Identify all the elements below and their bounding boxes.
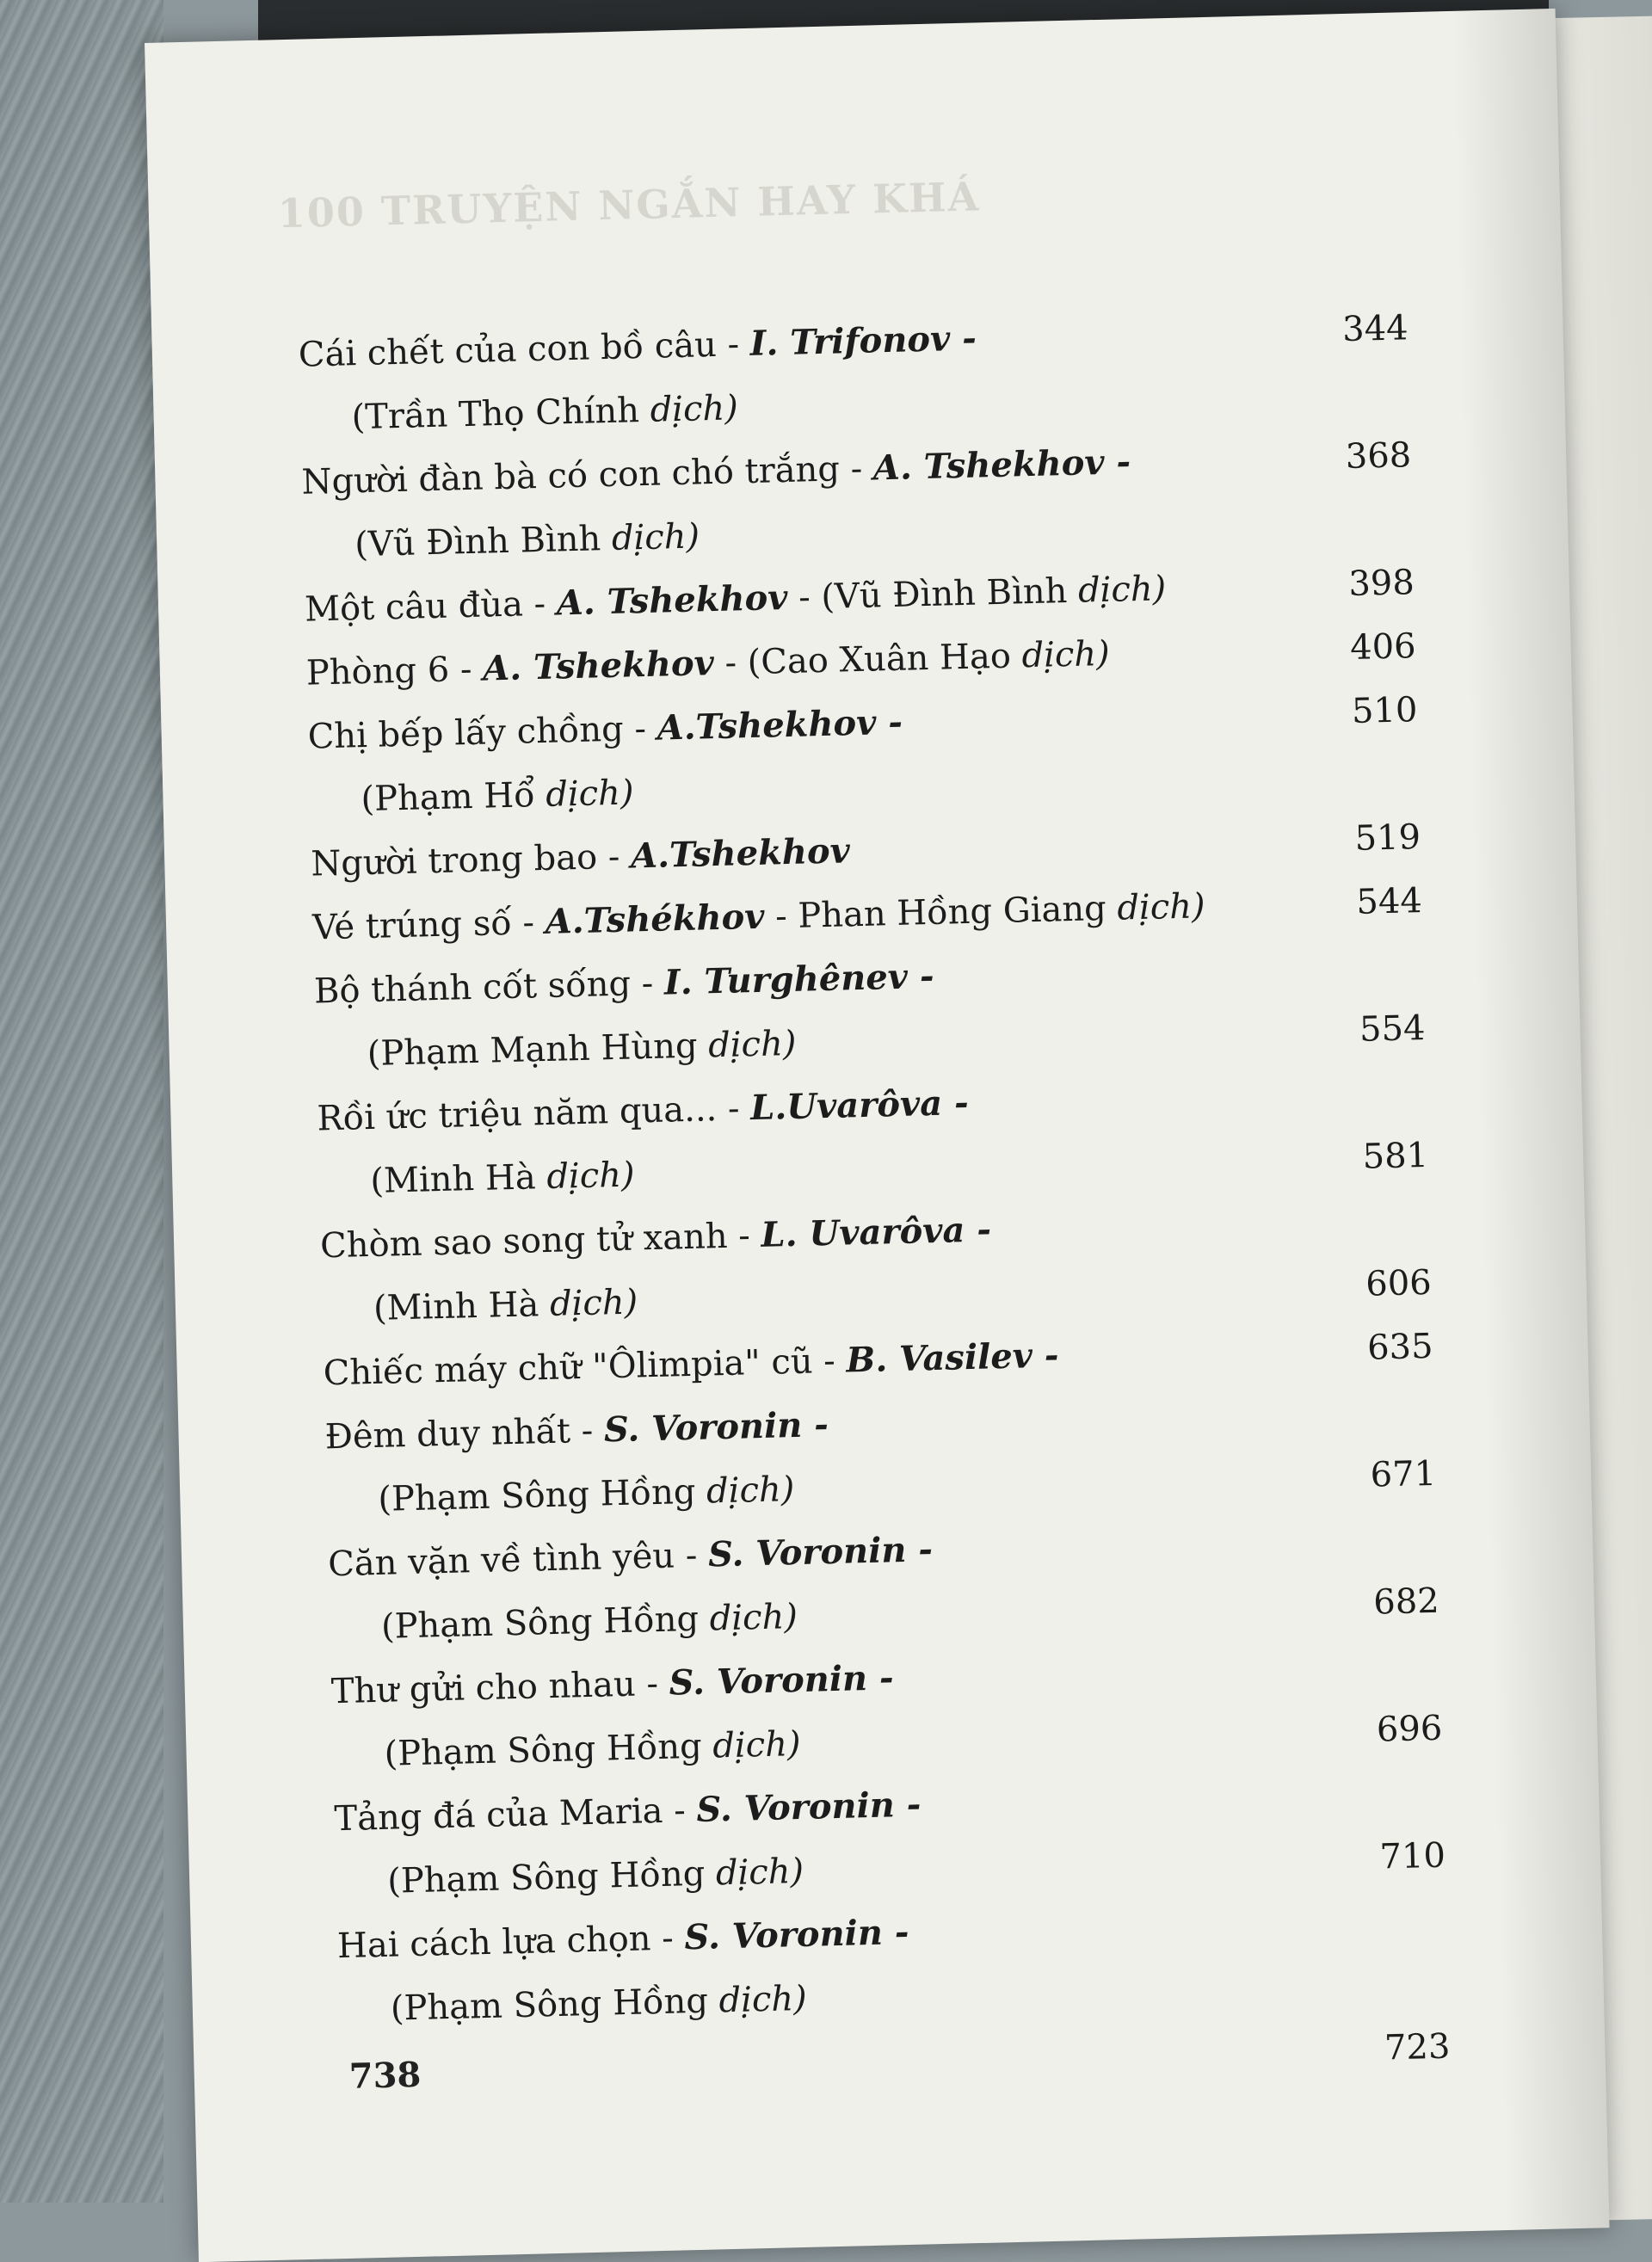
entry-author: I. Trifonov - xyxy=(749,317,977,364)
entry-translation-note: dịch) xyxy=(650,388,739,430)
entry-translator: (Vũ Đình Bình xyxy=(354,518,613,565)
entry-translation-note: dịch) xyxy=(1021,633,1111,676)
entry-page-number: 368 xyxy=(1345,435,1412,478)
entry-author: A.Tshekhov - xyxy=(656,701,903,749)
entry-translator: - Phan Hồng Giang xyxy=(763,888,1118,937)
entry-author: A. Tshekhov xyxy=(556,576,789,624)
entry-translation-note: dịch) xyxy=(718,1978,808,2021)
entry-page-number: 606 xyxy=(1365,1262,1433,1304)
entry-translator: (Phạm Sông Hồng xyxy=(384,1726,713,1774)
entry-translation-note: dịch) xyxy=(709,1597,798,1639)
entry-title: Thư gửi cho nhau - xyxy=(330,1663,670,1712)
entry-title: Người đàn bà có con chó trắng - xyxy=(300,448,874,502)
entry-translator: (Phạm Sông Hồng xyxy=(390,1981,720,2029)
entry-author: B. Vasilev - xyxy=(845,1334,1060,1381)
entry-author: S. Voronin - xyxy=(707,1529,934,1575)
entry-author: A. Tshekhov - xyxy=(872,441,1131,489)
toc-entry xyxy=(336,1888,1451,2105)
entry-translator: (Phạm Sông Hồng xyxy=(386,1853,717,1901)
entry-translation-note: dịch) xyxy=(545,773,635,815)
entry-translator: (Phạm Mạnh Hùng xyxy=(367,1026,709,1075)
entry-author: S. Voronin - xyxy=(695,1784,922,1830)
entry-author: A. Tshekhov xyxy=(482,643,715,689)
entry-page-number: 554 xyxy=(1359,1008,1426,1050)
entry-page-number: 344 xyxy=(1341,308,1409,350)
entry-title: Tảng đá của Maria - xyxy=(333,1790,697,1840)
entry-page-number: 710 xyxy=(1379,1835,1446,1877)
entry-title: Một câu đùa - xyxy=(304,583,558,630)
entry-title: Người trong bao - xyxy=(310,836,632,884)
background-fabric xyxy=(0,0,163,2203)
entry-page-number: 671 xyxy=(1370,1453,1437,1495)
entry-author: S. Voronin - xyxy=(603,1404,829,1451)
entry-page-number: 723 xyxy=(1384,2026,1451,2068)
entry-translator: (Phạm Sông Hồng xyxy=(380,1599,711,1647)
entry-translator: (Trần Thọ Chính xyxy=(351,390,651,438)
entry-author: A.Tshekhov xyxy=(630,830,851,877)
entry-page-number: 682 xyxy=(1372,1581,1440,1623)
entry-translator: (Minh Hà xyxy=(373,1284,551,1328)
entry-translator: (Phạm Sông Hồng xyxy=(377,1471,707,1519)
entry-title: Cái chết của con bồ câu - xyxy=(298,324,751,375)
entry-title: Chòm sao song tử xanh - xyxy=(319,1215,762,1267)
entry-author: L.Uvarôva - xyxy=(749,1082,970,1129)
entry-title: Đêm duy nhất - xyxy=(324,1410,605,1458)
entry-title: Chiếc máy chữ "Ôlimpia" cũ - xyxy=(323,1341,848,1394)
book-page xyxy=(145,9,1610,2262)
entry-translator: - (Cao Xuân Hạo xyxy=(713,636,1023,684)
entry-page-number: 696 xyxy=(1376,1708,1443,1750)
entry-translation-note: dịch) xyxy=(546,1155,636,1197)
entry-translation-note: dịch) xyxy=(1116,886,1206,928)
entry-translation-note: dịch) xyxy=(1077,569,1167,611)
entry-title: Bộ thánh cốt sống - xyxy=(313,963,665,1012)
entry-page-number: 519 xyxy=(1354,817,1421,859)
entry-translation-note: dịch) xyxy=(611,516,700,558)
entry-title: Rồi ức triệu năm qua... - xyxy=(317,1088,751,1139)
entry-title: Chị bếp lấy chồng - xyxy=(307,708,658,757)
table-of-contents xyxy=(298,296,1451,2105)
entry-title: Căn vặn về tình yêu - xyxy=(327,1535,709,1585)
entry-page-number: 581 xyxy=(1362,1135,1429,1177)
entry-translator: (Phạm Hổ xyxy=(360,774,546,820)
entry-author: I. Turghênev - xyxy=(663,955,935,1003)
entry-translation-note: dịch) xyxy=(706,1470,795,1512)
entry-author: S. Voronin - xyxy=(669,1657,895,1704)
entry-page-number: 406 xyxy=(1349,626,1417,668)
entry-page-number: 635 xyxy=(1366,1326,1434,1368)
entry-page-number: 544 xyxy=(1355,881,1423,922)
entry-translation-note: dịch) xyxy=(707,1023,797,1066)
entry-translator: - (Vũ Đình Bình xyxy=(786,570,1079,618)
entry-translation-note: dịch) xyxy=(715,1851,804,1894)
entry-author: L. Uvarôva - xyxy=(760,1209,992,1255)
entry-title: Vé trúng số - xyxy=(311,902,546,948)
entry-author: A.Tshékhov xyxy=(545,896,766,942)
entry-translation-note: dịch) xyxy=(549,1282,638,1324)
entry-translator: (Minh Hà xyxy=(369,1156,547,1201)
page-number: 738 xyxy=(348,2054,422,2097)
entry-author: S. Voronin - xyxy=(683,1911,909,1958)
entry-page-number: 510 xyxy=(1351,690,1418,731)
entry-translation-note: dịch) xyxy=(712,1723,802,1766)
entry-title: Hai cách lựa chọn - xyxy=(336,1918,685,1967)
entry-title: Phòng 6 - xyxy=(305,649,484,693)
entry-page-number: 398 xyxy=(1347,563,1415,604)
running-header: 100 TRUYỆN NGẮN HAY KHÁ xyxy=(277,173,981,237)
